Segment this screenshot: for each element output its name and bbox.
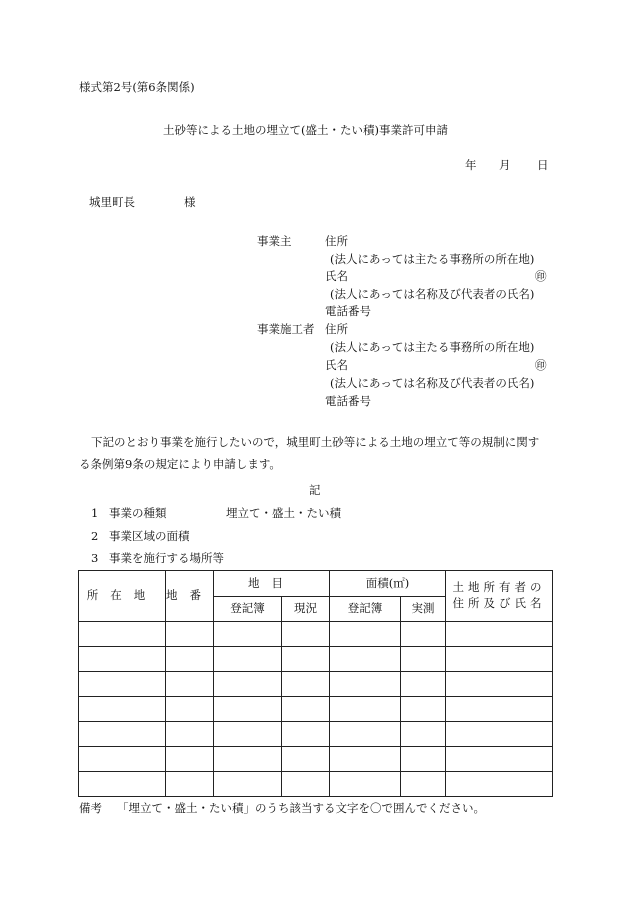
contractor-address-label: 住所 [325,322,348,336]
header-owner-line1: 土地所有者の [452,580,546,595]
item-2-label: 事業区域の面積 [109,529,190,543]
contractor-name-note: (法人にあっては名称及び代表者の氏名) [330,376,535,390]
body-text-line2: る条例第9条の規定により申請します。 [79,457,281,471]
item-1-number: 1 [91,506,99,520]
operator-address-label: 住所 [325,234,348,248]
contractor-seal-mark: ㊞ [535,358,547,372]
date-year: 年 [465,158,477,172]
contractor-phone-label: 電話番号 [325,394,371,408]
land-table [78,570,553,797]
operator-seal-mark: ㊞ [535,269,547,283]
ki-heading: 記 [309,483,321,497]
header-owner-line2: 住所及び氏名 [452,596,546,610]
page-title: 土砂等による土地の埋立て(盛土・たい積)事業許可申請 [163,123,448,137]
operator-label: 事業主 [257,234,292,248]
operator-name-note: (法人にあっては名称及び代表者の氏名) [330,287,535,301]
contractor-label: 事業施工者 [257,322,315,336]
table-row [79,647,553,672]
header-owner [446,571,553,622]
header-registry: 登記簿 [214,597,282,622]
operator-phone-label: 電話番号 [325,304,371,318]
table-row [79,697,553,722]
table-row [79,722,553,747]
addressee-name: 城里町長 [89,195,135,209]
table-row [79,622,553,647]
header-lot-number: 地番 [166,571,214,622]
header-current: 現況 [282,597,330,622]
operator-address-note: (法人にあっては主たる事務所の所在地) [330,252,535,266]
date-day: 日 [537,158,549,172]
remarks-label: 備考 [79,801,102,815]
remarks-text: 「埋立て・盛土・たい積」のうち該当する文字を〇で囲んでください。 [117,801,485,815]
contractor-name-label: 氏名 [325,358,348,372]
table-row [79,672,553,697]
form-number: 様式第2号(第6条関係) [79,80,195,94]
header-area: 面積(㎡) [330,571,446,597]
header-registry-area: 登記簿 [330,597,401,622]
operator-name-label: 氏名 [325,269,348,283]
contractor-address-note: (法人にあっては主たる事務所の所在地) [330,340,535,354]
header-location: 所在地 [79,571,166,622]
item-2-number: 2 [91,529,99,543]
item-3-label: 事業を施行する場所等 [109,551,224,565]
item-1-value: 埋立て・盛土・たい積 [226,506,341,520]
body-text-line1: 下記のとおり事業を施行したいので，城里町土砂等による土地の埋立て等の規制に関す [91,435,540,449]
item-1-label: 事業の種類 [109,506,167,520]
table-row [79,747,553,772]
date-month: 月 [499,158,511,172]
header-actual: 実測 [401,597,446,622]
table-row [79,772,553,797]
addressee-honorific: 様 [184,195,196,209]
item-3-number: 3 [91,551,99,565]
header-land-category: 地目 [214,571,330,597]
